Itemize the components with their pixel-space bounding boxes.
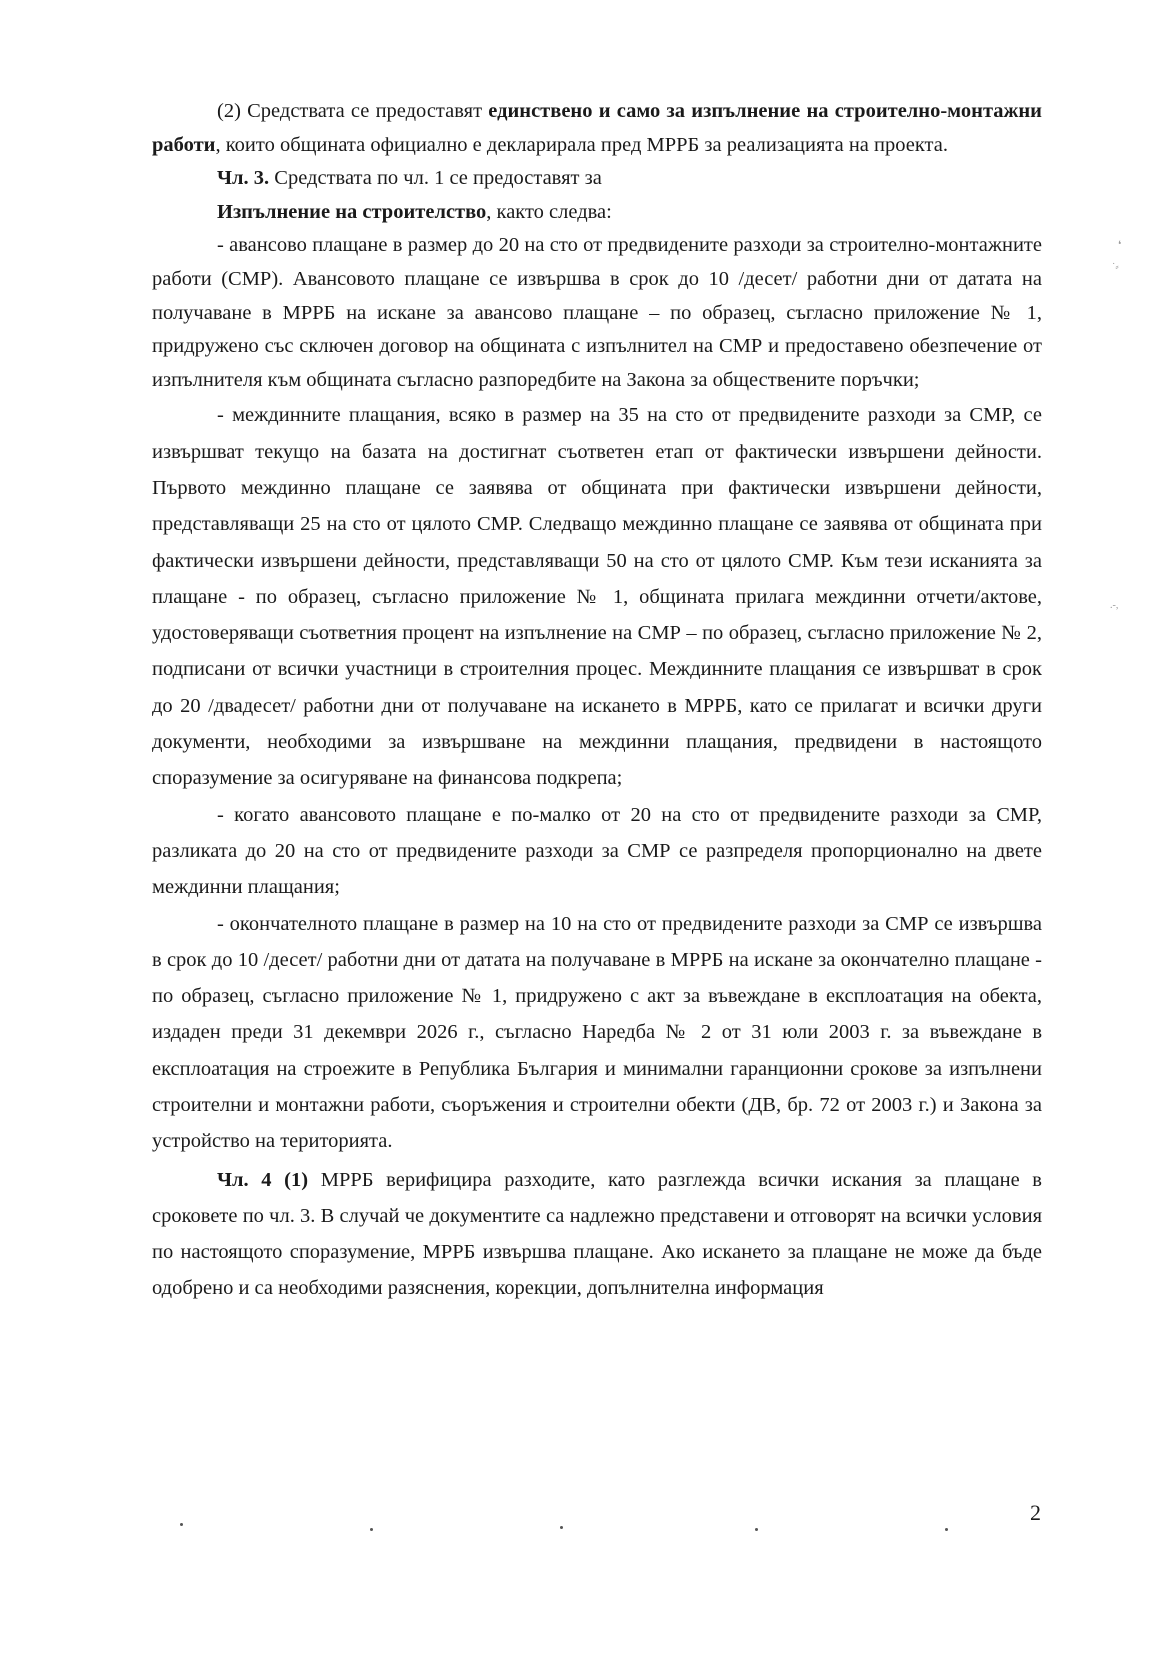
page-number: 2 — [1030, 1500, 1041, 1525]
construction-heading — [152, 196, 1042, 230]
scan-speck — [370, 1528, 373, 1531]
article-3-label: Чл. 3. — [217, 167, 270, 190]
advance-payment-item: - авансово плащане в размер до 20 на сто от предвидените разходи за строително-монтажните работи (СМР). Авансовото плащане се извършва в срок до 10 /десет/ работни дни от датата на получаване в МРРБ на искане за авансово плащане – по образец, съгласно приложение № 1, придружено със сключен договор на общината с изпълнител на СМР и предоставено обезпечение от изпълнителя към общината съгласно разпоредбите на Закона за обществените поръчки; — [152, 234, 1042, 391]
article-3 — [152, 162, 1042, 196]
construction-heading-bold: Изпълнение на строителство — [217, 200, 487, 223]
scan-speck — [180, 1523, 183, 1526]
scan-speck: .‐, — [1110, 600, 1119, 611]
final-payment-item: - окончателното плащане в размер на 10 на сто от предвидените разходи за СМР се извършва в срок до 10 /десет/ работни дни от датата на получаване в МРРБ на искане за окончателно плащане - по образец, съгласно приложение № 1, придружено с акт за въвеждане в експлоатация на обекта, издаден преди 31 декември 2026 г., съгласно Наредба № 2 от 31 юли 2003 г. за въвеждане в експлоатация на строежите в Република България и минимални гаранционни срокове за изпълнени строителни и монтажни работи, съоръжения и строителни обекти (ДВ, бр. 72 от 2003 г.) и Закона за устройство на територията. — [152, 912, 1042, 1153]
article-3-text: Средствата по чл. 1 се предоставят за — [269, 167, 602, 190]
paragraph-2-suffix: , които общината официално е декларирала пред МРРБ за реализацията на проекта. — [215, 133, 948, 156]
paragraph-2-prefix: (2) Средствата се предоставят — [217, 100, 489, 122]
scan-speck — [755, 1528, 758, 1531]
scan-speck — [560, 1526, 563, 1529]
interim-payments-item: - междинните плащания, всяко в размер на 35 на сто от предвидените разходи за СМР, се извършват текущо на базата на достигнат съответен етап от фактически извършени дейности. Първото междинно плащане се заявява от общината при фактически извършени дейности, представляващи 25 на сто от цялото СМР. Следващо междинно плащане се заявява от общината при фактически извършени дейности, представляващи 50 на сто от цялото СМР. Към тези исканията за плащане - по образец, съгласно приложение № 1, общината прилага междинни отчети/актове, удостоверяващи съответния процент на изпълнение на СМР – по образец, съгласно приложение № 2, подписани от всички участници в строителния процес. Междинните плащания се извършват в срок до 20 /двадесет/ работни дни от получаване на искането в МРРБ, като се прилагат и всички други документи, необходими за извършване на междинни плащания, предвидени в настоящото споразумение за осигуряване на финансова подкрепа; — [152, 404, 1042, 790]
paragraph-2-emphasis: единствено и само за изпълнение на строително-монтажни работи — [152, 100, 1042, 156]
construction-heading-text: , както следва: — [486, 200, 612, 223]
article-4-label: Чл. 4 (1) — [217, 1168, 309, 1191]
scan-speck: ˙⸗ — [1112, 262, 1119, 273]
scan-speck — [945, 1528, 948, 1531]
scan-speck: ❛ — [1118, 240, 1122, 251]
paragraph-2 — [152, 95, 1042, 162]
advance-less-item: - когато авансовото плащане е по-малко от 20 на сто от предвидените разходи за СМР, разликата до 20 на сто от предвидените разходи за СМР се разпределя пропорционално на двете междинни плащания; — [152, 803, 1042, 899]
article-4 — [152, 1162, 1042, 1307]
document-body — [152, 95, 1042, 1307]
article-4-text: МРРБ верифицира разходите, като разглежда всички искания за плащане в сроковете по чл. 3. В случай че документите са надлежно представени и отговорят на всички условия по настоящото споразумение, МРРБ извършва плащане. Ако искането за плащане не може да бъде одобрено и са необходими разяснения, корекции, допълнителна информация — [152, 1168, 1042, 1300]
